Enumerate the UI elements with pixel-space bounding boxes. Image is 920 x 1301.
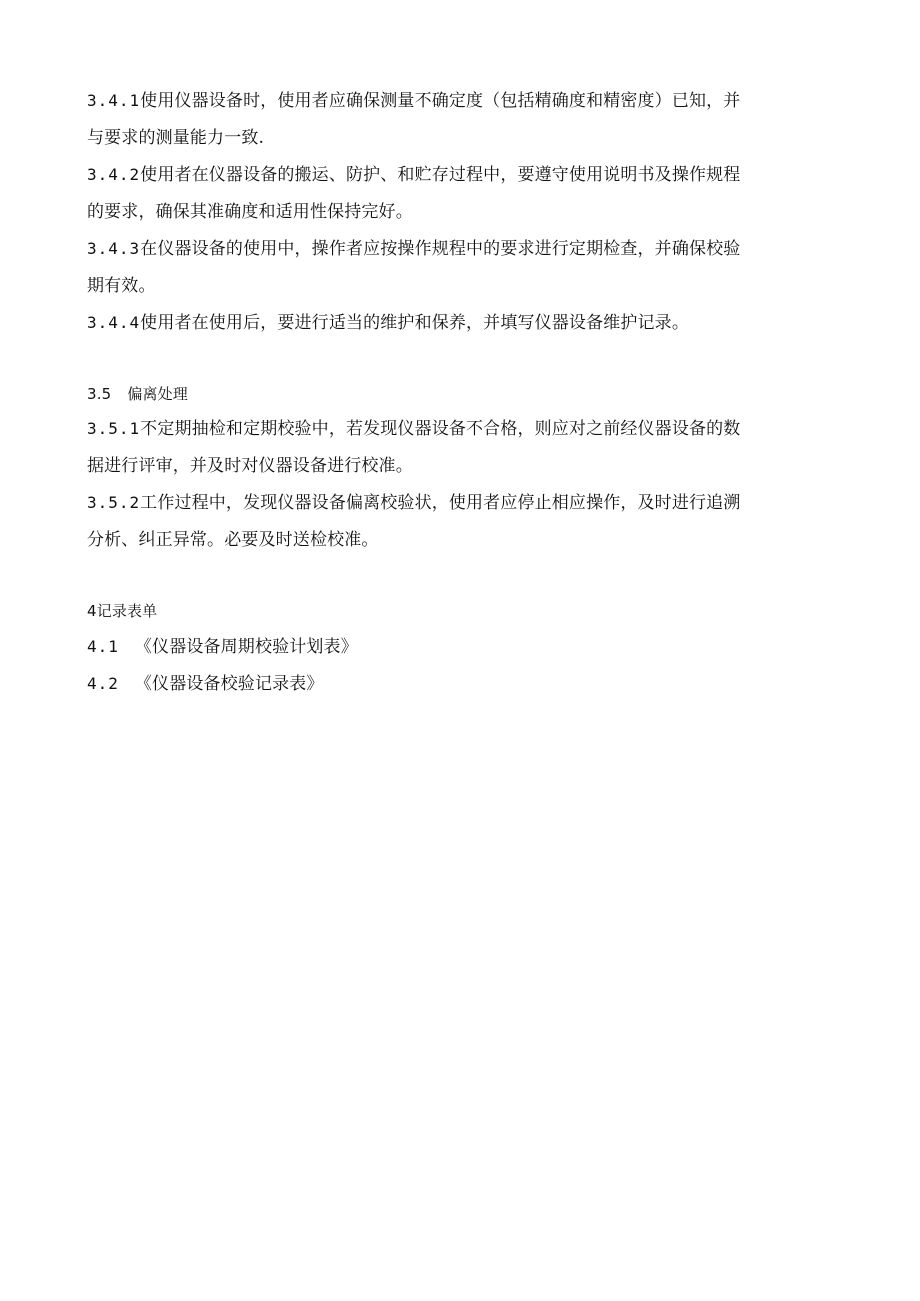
- paragraph-text: 使用者在使用后，要进行适当的维护和保养，并填写仪器设备维护记录。: [140, 313, 689, 333]
- paragraph-3-4-3-line-2: [87, 275, 156, 297]
- paragraph-text: 据进行评审，并及时对仪器设备进行校准。: [87, 456, 413, 476]
- paragraph-3-4-2-line-2: [87, 201, 413, 223]
- section-title: 记录表单: [96, 602, 158, 620]
- item-number: 4.2: [87, 674, 119, 693]
- paragraph-text: 分析、纠正异常。必要及时送检校准。: [87, 530, 379, 550]
- section-number: 3.5: [87, 385, 112, 403]
- section-title: 偏离处理: [127, 385, 188, 403]
- paragraph-3-5-1-line-1: [87, 418, 740, 440]
- item-number: 4.1: [87, 637, 119, 656]
- paragraph-3-4-2-line-1: [87, 164, 740, 186]
- paragraph-3-5-2-line-2: [87, 529, 379, 551]
- record-form-item: [87, 673, 324, 695]
- clause-number: 3.4.4: [87, 313, 141, 332]
- paragraph-3-4-4-line-1: [87, 312, 689, 334]
- paragraph-text: 使用仪器设备时，使用者应确保测量不确定度（包括精确度和精密度）已知，并: [140, 91, 741, 111]
- paragraph-text: 使用者在仪器设备的搬运、防护、和贮存过程中，要遵守使用说明书及操作规程: [140, 165, 741, 185]
- form-title: 《仪器设备周期校验计划表》: [134, 637, 358, 657]
- clause-number: 3.5.1: [87, 419, 141, 438]
- section-heading-3-5: [87, 383, 188, 405]
- form-title: 《仪器设备校验记录表》: [134, 674, 324, 694]
- section-number: 4: [87, 602, 97, 620]
- paragraph-3-5-2-line-1: [87, 492, 740, 514]
- paragraph-3-4-1-line-1: [87, 90, 740, 112]
- clause-number: 3.4.2: [87, 165, 141, 184]
- paragraph-3-4-3-line-1: [87, 238, 740, 260]
- section-heading-4: [87, 600, 157, 622]
- record-form-item: [87, 636, 358, 658]
- paragraph-text: 与要求的测量能力一致.: [87, 128, 265, 148]
- paragraph-3-5-1-line-2: [87, 455, 413, 477]
- clause-number: 3.4.1: [87, 91, 141, 110]
- paragraph-text: 工作过程中，发现仪器设备偏离校验状，使用者应停止相应操作，及时进行追溯: [140, 493, 741, 513]
- clause-number: 3.4.3: [87, 239, 141, 258]
- clause-number: 3.5.2: [87, 493, 141, 512]
- paragraph-text: 不定期抽检和定期校验中，若发现仪器设备不合格，则应对之前经仪器设备的数: [140, 419, 741, 439]
- paragraph-text: 在仪器设备的使用中，操作者应按操作规程中的要求进行定期检查，并确保校验: [140, 239, 741, 259]
- paragraph-text: 的要求，确保其准确度和适用性保持完好。: [87, 202, 413, 222]
- paragraph-text: 期有效。: [87, 276, 156, 296]
- paragraph-3-4-1-line-2: [87, 127, 264, 149]
